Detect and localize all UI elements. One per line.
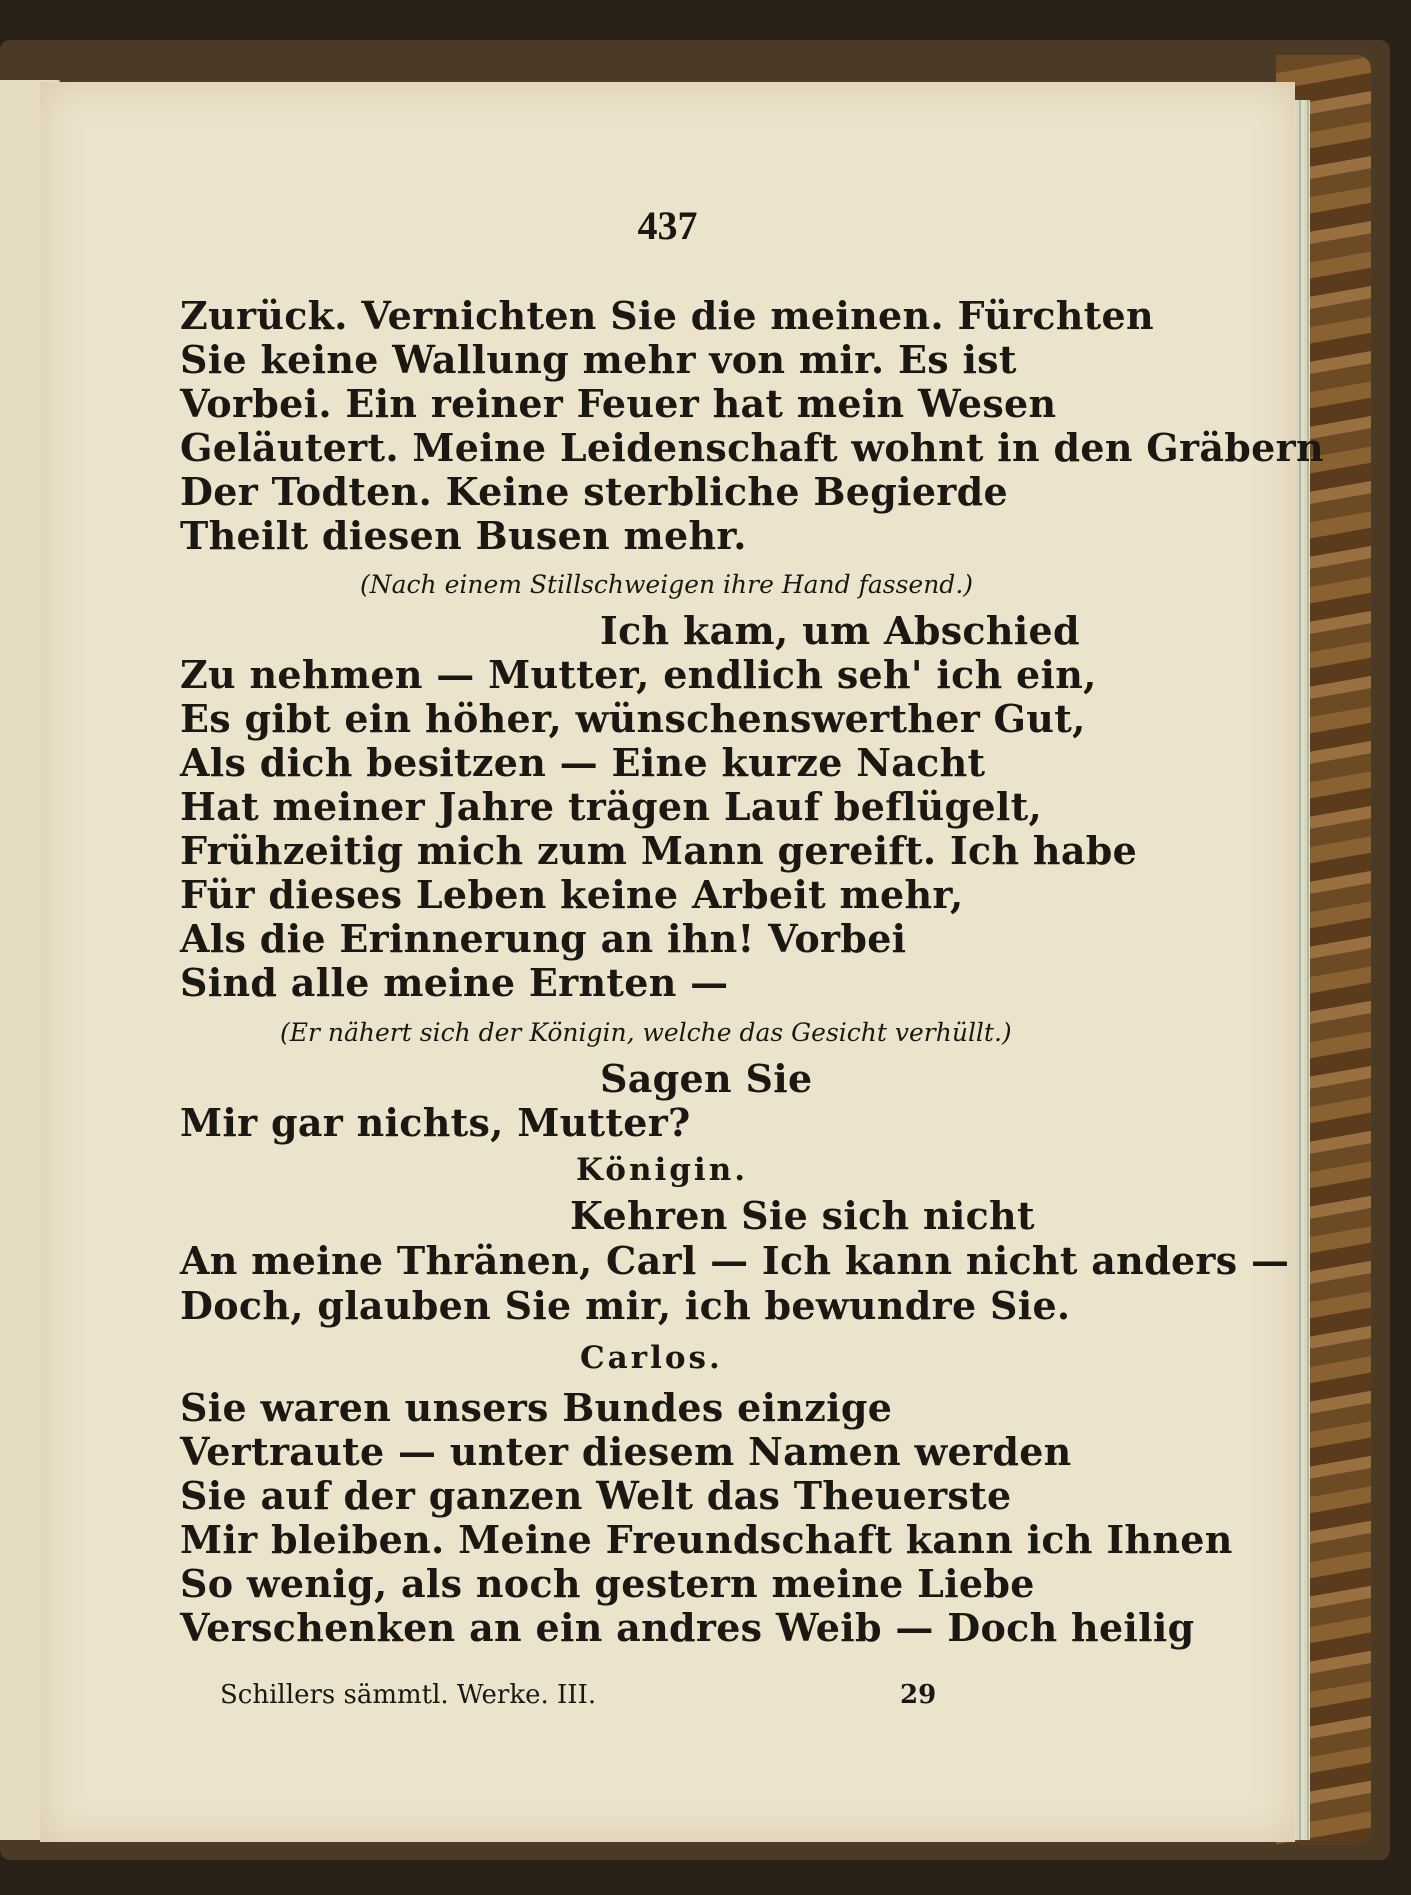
speaker-name: Carlos. [580, 1340, 723, 1376]
stage-direction: (Er nähert sich der Königin, welche das Gesicht verhüllt.) [280, 1018, 1012, 1047]
verse-line: Sie auf der ganzen Welt das Theuerste [180, 1473, 1012, 1518]
verse-line: Hat meiner Jahre trägen Lauf beflügelt, [180, 784, 1043, 829]
verse-line: Theilt diesen Busen mehr. [180, 513, 747, 558]
verse-line: Zurück. Vernichten Sie die meinen. Fürchten [180, 293, 1154, 338]
verse-line: Für dieses Leben keine Arbeit mehr, [180, 872, 964, 917]
book-page [40, 82, 1324, 1842]
verse-line: Mir bleiben. Meine Freundschaft kann ich Ihnen [180, 1517, 1233, 1562]
verse-line: So wenig, als noch gestern meine Liebe [180, 1561, 1035, 1606]
stage-direction: (Nach einem Stillschweigen ihre Hand fassend.) [360, 570, 974, 599]
page-text [40, 82, 1324, 1842]
page-number: 437 [637, 203, 698, 248]
verse-line: Sagen Sie [600, 1056, 813, 1101]
verse-line: Sie keine Wallung mehr von mir. Es ist [180, 337, 1017, 382]
verse-line: Zu nehmen — Mutter, endlich seh' ich ein, [180, 652, 1097, 697]
verse-line: An meine Thränen, Carl — Ich kann nicht anders — [180, 1238, 1290, 1283]
speaker-name: Königin. [576, 1152, 749, 1188]
verse-line: Mir gar nichts, Mutter? [180, 1100, 691, 1145]
verse-line: Kehren Sie sich nicht [570, 1193, 1035, 1238]
verse-line: Doch, glauben Sie mir, ich bewundre Sie. [180, 1283, 1071, 1328]
footer-signature: Schillers sämmtl. Werke. III. [220, 1680, 597, 1710]
verse-line: Als die Erinnerung an ihn! Vorbei [180, 916, 907, 961]
verse-line: Sind alle meine Ernten — [180, 960, 729, 1005]
verse-line: Vertraute — unter diesem Namen werden [180, 1429, 1072, 1474]
verse-line: Sie waren unsers Bundes einzige [180, 1385, 893, 1430]
verse-line: Der Todten. Keine sterbliche Begierde [180, 469, 1008, 514]
verse-line: Es gibt ein höher, wünschenswerther Gut, [180, 696, 1086, 741]
verse-line: Vorbei. Ein reiner Feuer hat mein Wesen [180, 381, 1057, 426]
verse-line: Frühzeitig mich zum Mann gereift. Ich habe [180, 828, 1138, 873]
verse-line: Ich kam, um Abschied [600, 608, 1080, 653]
footer-sheet-number: 29 [900, 1680, 937, 1710]
verse-line: Geläutert. Meine Leidenschaft wohnt in den Gräbern [180, 425, 1324, 470]
verse-line: Als dich besitzen — Eine kurze Nacht [180, 740, 986, 785]
verse-line: Verschenken an ein andres Weib — Doch heilig [180, 1605, 1195, 1650]
